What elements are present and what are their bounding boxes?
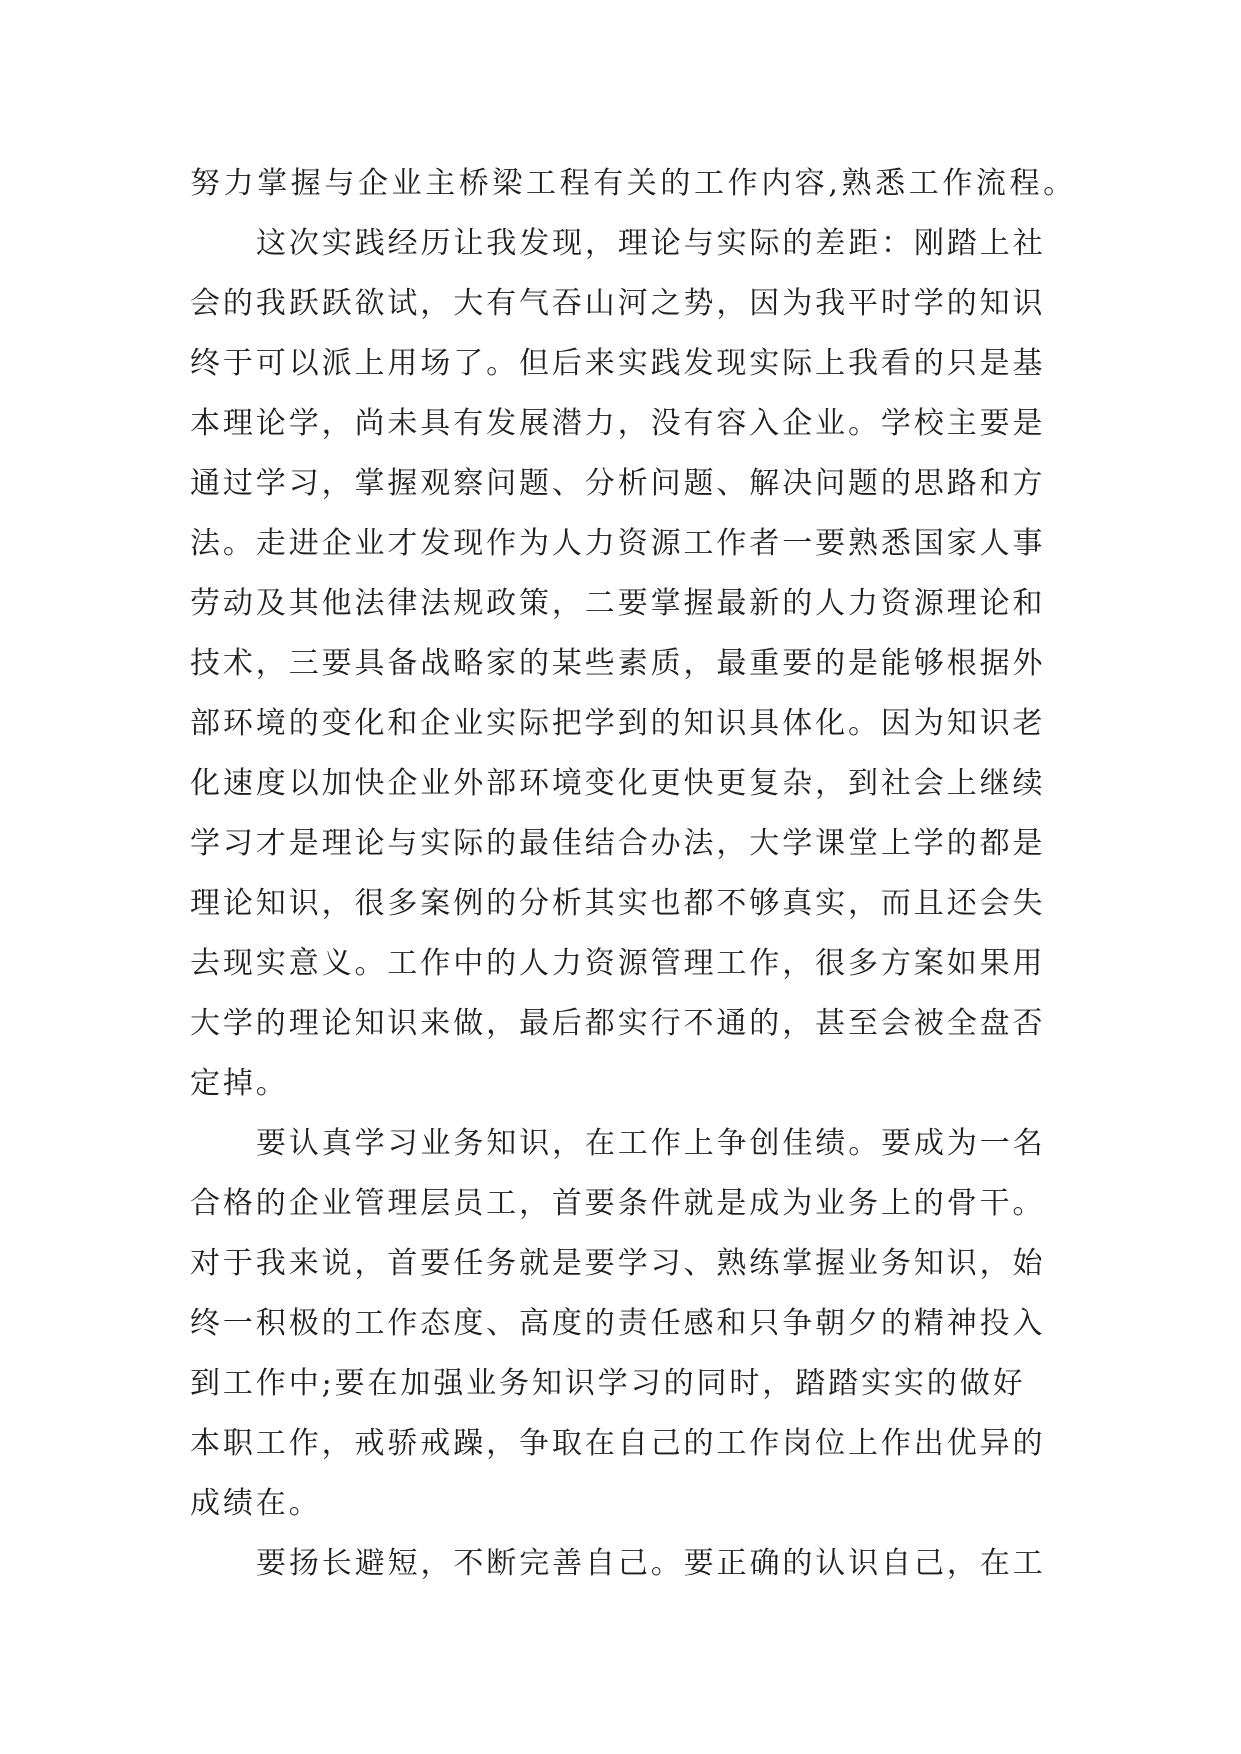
text-line: 成绩在。 xyxy=(190,1486,322,1521)
paragraph-theory-vs-practice xyxy=(190,214,1241,1114)
text-line: 本理论学，尚未具有发展潜力，没有容入企业。学校主要是 xyxy=(190,406,1046,441)
text-line: 终一积极的工作态度、高度的责任感和只争朝夕的精神投入 xyxy=(190,1306,1046,1341)
text-line: 去现实意义。工作中的人力资源管理工作，很多方案如果用 xyxy=(190,946,1046,981)
text-line: 终于可以派上用场了。但后来实践发现实际上我看的只是基 xyxy=(190,346,1046,381)
text-line: 要认真学习业务知识，在工作上争创佳绩。要成为一名 xyxy=(256,1126,1046,1161)
text-line: 对于我来说，首要任务就是要学习、熟练掌握业务知识，始 xyxy=(190,1246,1046,1281)
text-line: 本职工作，戒骄戒躁，争取在自己的工作岗位上作出优异的 xyxy=(190,1426,1046,1461)
paragraph-self-improvement xyxy=(190,1534,1241,1594)
text-line: 法。走进企业才发现作为人力资源工作者一要熟悉国家人事 xyxy=(190,526,1046,561)
text-line: 会的我跃跃欲试，大有气吞山河之势，因为我平时学的知识 xyxy=(190,286,1046,321)
paragraph-continuation xyxy=(190,154,1241,214)
text-line: 大学的理论知识来做，最后都实行不通的，甚至会被全盘否 xyxy=(190,1006,1046,1041)
text-line: 学习才是理论与实际的最佳结合办法，大学课堂上学的都是 xyxy=(190,826,1046,861)
text-line: 技术，三要具备战略家的某些素质，最重要的是能够根据外 xyxy=(190,646,1046,681)
text-line: 通过学习，掌握观察问题、分析问题、解决问题的思路和方 xyxy=(190,466,1046,501)
text-line: 努力掌握与企业主桥梁工程有关的工作内容,熟悉工作流程。 xyxy=(190,166,1077,201)
text-line: 化速度以加快企业外部环境变化更快更复杂，到社会上继续 xyxy=(190,766,1046,801)
text-line: 到工作中;要在加强业务知识学习的同时，踏踏实实的做好 xyxy=(190,1366,1026,1401)
text-line: 要扬长避短，不断完善自己。要正确的认识自己，在工 xyxy=(256,1546,1046,1581)
text-line: 定掉。 xyxy=(190,1066,289,1101)
paragraph-study-business xyxy=(190,1114,1241,1534)
text-line: 合格的企业管理层员工，首要条件就是成为业务上的骨干。 xyxy=(190,1186,1046,1221)
text-line: 劳动及其他法律法规政策，二要掌握最新的人力资源理论和 xyxy=(190,586,1046,621)
text-line: 部环境的变化和企业实际把学到的知识具体化。因为知识老 xyxy=(190,706,1046,741)
text-line: 理论知识，很多案例的分析其实也都不够真实，而且还会失 xyxy=(190,886,1046,921)
text-line: 这次实践经历让我发现，理论与实际的差距：刚踏上社 xyxy=(256,226,1046,261)
